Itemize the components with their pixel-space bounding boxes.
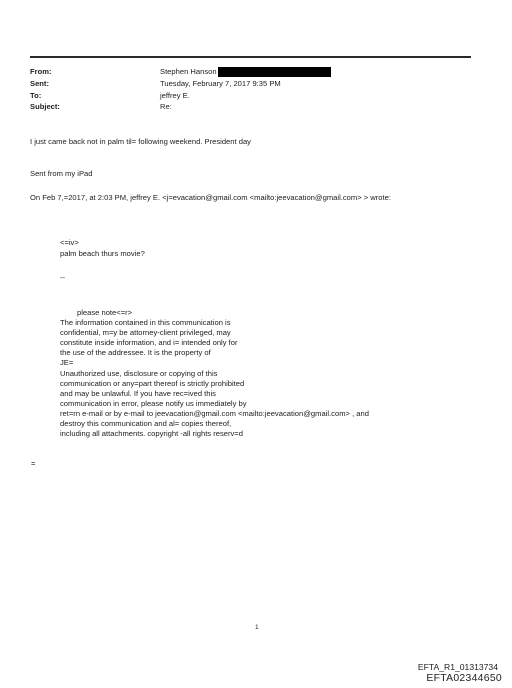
bates-number-1: EFTA_R1_01313734 — [417, 662, 498, 672]
disclaimer-line: please note<=r> — [77, 308, 133, 317]
disclaimer-line: Unauthorized use, disclosure or copying of this — [60, 368, 218, 378]
disclaimer-line: and may be unlawful. If you have rec=ived this — [60, 388, 216, 398]
question-line: palm beach thurs movie? — [60, 249, 145, 258]
redaction-block — [218, 67, 331, 77]
sent-label: Sent: — [30, 79, 49, 88]
signature-dashes: -- — [60, 273, 66, 282]
disclaimer-line: communication in error, please notify us immediately by — [60, 398, 247, 408]
disclaimer-block — [60, 308, 369, 439]
to-value: jeffrey E. — [160, 91, 190, 100]
sent-value: Tuesday, February 7, 2017 9:35 PM — [160, 79, 281, 88]
header-rule — [30, 56, 471, 58]
disclaimer-line: including all attachments. copyright -all rights reserv=d — [60, 429, 243, 439]
to-label: To: — [30, 91, 42, 100]
disclaimer-line: The information contained in this communication is — [60, 318, 231, 328]
subject-label: Subject: — [30, 102, 60, 111]
from-name: Stephen Hanson — [160, 67, 217, 76]
from-label: From: — [30, 67, 52, 76]
quote-intro: On Feb 7,=2017, at 2:03 PM, jeffrey E. <j=evacation@gmail.com <mailto:jeevacation@gmail.com> > wrote: — [30, 193, 391, 202]
disclaimer-line: the use of the addressee. It is the property of — [60, 348, 211, 358]
from-value — [160, 67, 331, 77]
disclaimer-line: ret=rn e-mail or by e-mail to jeevacation@gmail.com <mailto:jeevacation@gmail.com> , and — [60, 408, 369, 418]
sent-from-line: Sent from my iPad — [30, 169, 93, 178]
disclaimer-line: confidential, m=y be attorney-client privileged, may — [60, 328, 231, 338]
disclaimer-line: destroy this communication and al= copies thereof, — [60, 419, 232, 429]
bates-number-2: EFTA02344650 — [426, 673, 502, 684]
subject-value: Re: — [160, 102, 172, 111]
div-tag-line: <=iv> — [60, 238, 79, 247]
body-line-1: I just came back not in palm til= following weekend. President day — [30, 137, 251, 146]
disclaimer-line: communication or any=part thereof is strictly prohibited — [60, 378, 245, 388]
disclaimer-line: constitute inside information, and i= intended only for — [60, 338, 238, 348]
equals-line: = — [31, 459, 36, 468]
page-number: 1 — [255, 624, 259, 631]
disclaimer-line: JE= — [60, 358, 74, 368]
